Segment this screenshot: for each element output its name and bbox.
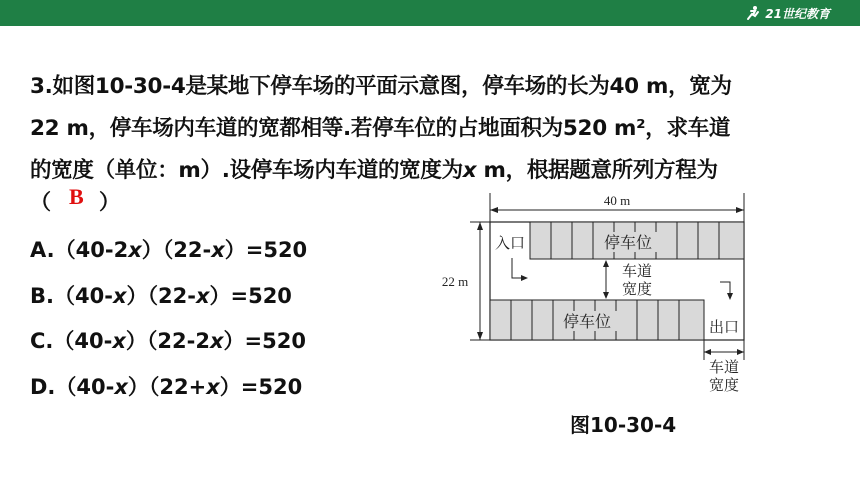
option-c[interactable] xyxy=(30,325,306,355)
parking-label-top: 停车位 xyxy=(603,235,653,252)
logo-text: 21世纪教育 xyxy=(765,6,830,21)
paren-open: （ xyxy=(30,190,51,214)
option-text: ）=520 xyxy=(219,375,303,399)
option-var: x xyxy=(211,238,225,262)
option-text: ）（22+ xyxy=(127,375,207,399)
exit-arrow xyxy=(720,282,730,294)
parking-label-bottom: 停车位 xyxy=(562,314,612,331)
length-label: 40 m xyxy=(603,193,631,208)
entrance-arrow xyxy=(512,258,524,278)
question-text-part3: 的宽度（单位：m）.设停车场内车道的宽度为 xyxy=(30,158,463,183)
question-line-2 xyxy=(30,108,840,150)
question-text-part1: 如图10-30-4是某地下停车场的平面示意图，停车场的长为40 m，宽为 xyxy=(52,74,732,99)
lane-width-label-1a: 车道 xyxy=(621,264,653,280)
question-text-part4: m，根据题意所列方程为 xyxy=(476,158,718,183)
option-text: ）=520 xyxy=(209,284,292,308)
exit-label: 出口 xyxy=(708,320,740,336)
arrow-left xyxy=(490,207,498,213)
lane-arrow-up xyxy=(603,260,609,267)
option-label: D. xyxy=(30,375,56,399)
lane-width-label-2b: 宽度 xyxy=(708,378,740,394)
option-b[interactable] xyxy=(30,280,292,310)
header-bar xyxy=(0,0,860,26)
lane-dim-arrow-left xyxy=(704,349,711,355)
question-line-1 xyxy=(30,66,840,108)
option-a[interactable] xyxy=(30,234,307,264)
paren-close: ） xyxy=(99,190,120,214)
option-text: ）（22- xyxy=(126,284,196,308)
option-var: x xyxy=(206,375,220,399)
option-label: A. xyxy=(30,238,55,262)
option-text: （40-2 xyxy=(54,238,129,262)
option-text: （40- xyxy=(55,375,115,399)
question-text xyxy=(30,66,840,192)
lane-width-label-1b: 宽度 xyxy=(621,282,653,298)
arrow-up xyxy=(477,222,483,230)
option-label: C. xyxy=(30,329,54,353)
option-var: x xyxy=(128,238,142,262)
logo xyxy=(745,3,830,23)
option-text: ）（22- xyxy=(141,238,212,262)
answer-mark: B xyxy=(69,184,84,209)
option-var: x xyxy=(112,284,127,308)
option-text: （40- xyxy=(53,329,113,353)
option-var: x xyxy=(114,375,128,399)
question-number: 3. xyxy=(30,74,53,99)
question-text-part2: 22 m，停车场内车道的宽都相等.若停车位的占地面积为520 m²，求车道 xyxy=(30,116,731,141)
option-text: ）（22-2 xyxy=(125,329,210,353)
arrow-right xyxy=(736,207,744,213)
variable-x: x xyxy=(462,158,477,183)
entrance-label: 入口 xyxy=(494,236,526,252)
figure-caption: 图10-30-4 xyxy=(570,413,677,437)
lane-dim-arrow-right xyxy=(737,349,744,355)
option-var: x xyxy=(195,284,210,308)
option-text: ）=520 xyxy=(224,238,308,262)
runner-icon xyxy=(745,5,761,21)
option-var: x xyxy=(112,329,126,353)
entrance-arrowhead xyxy=(521,275,528,281)
exit-arrowhead xyxy=(727,293,733,300)
option-label: B. xyxy=(30,284,54,308)
lane-width-label-2a: 车道 xyxy=(708,360,740,376)
option-text: ）=520 xyxy=(223,329,306,353)
lane-arrow-down xyxy=(603,292,609,299)
parking-lot-diagram xyxy=(430,186,760,396)
option-var: x xyxy=(209,329,224,353)
arrow-down xyxy=(477,332,483,340)
option-d[interactable] xyxy=(30,371,302,401)
option-text: （40- xyxy=(53,284,113,308)
width-label: 22 m xyxy=(441,274,469,289)
